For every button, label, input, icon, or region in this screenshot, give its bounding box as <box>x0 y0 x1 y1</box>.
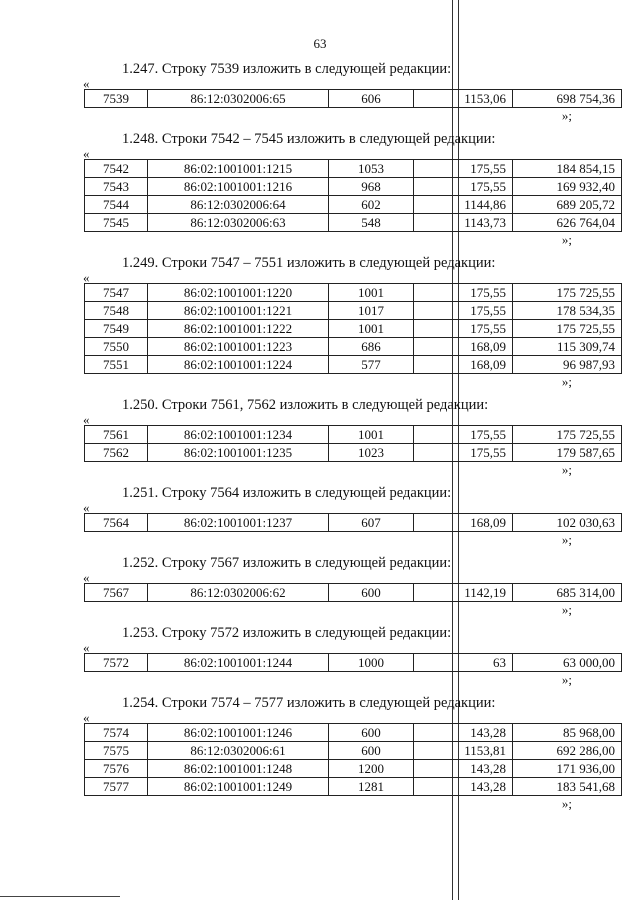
table-cell: 1023 <box>329 444 414 462</box>
table-row <box>85 284 622 302</box>
table-cell: 7567 <box>85 584 148 602</box>
closing-quote: »; <box>561 462 572 477</box>
table-cell: 86:02:1001001:1246 <box>148 724 329 742</box>
amendment-heading: 1.252. Строку 7567 изложить в следующей редакции: <box>122 555 452 571</box>
table-cell: 7564 <box>85 514 148 532</box>
table-cell: 602 <box>329 196 414 214</box>
table-cell: 86:12:0302006:63 <box>148 214 329 232</box>
closing-quote: »; <box>561 532 572 547</box>
table-row <box>85 338 622 356</box>
table-cell: 1017 <box>329 302 414 320</box>
table-cell: 7547 <box>85 284 148 302</box>
table-row <box>85 760 622 778</box>
table-cell: 686 <box>329 338 414 356</box>
table-cell: 600 <box>329 724 414 742</box>
table-cell: 168,09 <box>414 514 513 532</box>
amendment-heading: 1.254. Строки 7574 – 7577 изложить в следующей редакции: <box>122 695 496 711</box>
opening-quote: « <box>83 146 90 161</box>
table-row <box>85 654 622 672</box>
table-cell: 1153,06 <box>414 90 513 108</box>
table-row <box>85 778 622 796</box>
table-cell: 175 725,55 <box>513 284 622 302</box>
table-cell: 1200 <box>329 760 414 778</box>
table-cell: 143,28 <box>414 724 513 742</box>
table-cell: 1144,86 <box>414 196 513 214</box>
table-cell: 1053 <box>329 160 414 178</box>
table-cell: 86:02:1001001:1249 <box>148 778 329 796</box>
closing-quote: »; <box>561 232 572 247</box>
table-cell: 577 <box>329 356 414 374</box>
table-cell: 63 000,00 <box>513 654 622 672</box>
amendment-heading: 1.253. Строку 7572 изложить в следующей редакции: <box>122 625 452 641</box>
table-cell: 86:02:1001001:1234 <box>148 426 329 444</box>
table-cell: 86:02:1001001:1224 <box>148 356 329 374</box>
table-cell: 175 725,55 <box>513 320 622 338</box>
table-cell: 1001 <box>329 284 414 302</box>
opening-quote: « <box>83 640 90 655</box>
amendment-table <box>84 723 622 796</box>
table-cell: 86:12:0302006:64 <box>148 196 329 214</box>
table-cell: 85 968,00 <box>513 724 622 742</box>
opening-quote: « <box>83 570 90 585</box>
table-cell: 115 309,74 <box>513 338 622 356</box>
opening-quote: « <box>83 412 90 427</box>
amendment-section <box>0 624 640 688</box>
amendment-section <box>0 554 640 618</box>
table-cell: 1000 <box>329 654 414 672</box>
table-cell: 175,55 <box>414 320 513 338</box>
table-cell: 171 936,00 <box>513 760 622 778</box>
table-cell: 168,09 <box>414 356 513 374</box>
table-cell: 600 <box>329 742 414 760</box>
amendment-table <box>84 283 622 374</box>
table-row <box>85 514 622 532</box>
table-cell: 1142,19 <box>414 584 513 602</box>
closing-quote: »; <box>561 796 572 811</box>
table-row <box>85 426 622 444</box>
table-cell: 183 541,68 <box>513 778 622 796</box>
amendment-heading: 1.251. Строку 7564 изложить в следующей редакции: <box>122 485 452 501</box>
table-row <box>85 160 622 178</box>
table-cell: 7561 <box>85 426 148 444</box>
opening-quote: « <box>83 500 90 515</box>
table-cell: 600 <box>329 584 414 602</box>
table-cell: 86:12:0302006:62 <box>148 584 329 602</box>
table-cell: 86:12:0302006:65 <box>148 90 329 108</box>
table-cell: 548 <box>329 214 414 232</box>
table-cell: 102 030,63 <box>513 514 622 532</box>
table-row <box>85 584 622 602</box>
table-cell: 606 <box>329 90 414 108</box>
table-cell: 685 314,00 <box>513 584 622 602</box>
table-cell: 7539 <box>85 90 148 108</box>
table-cell: 63 <box>414 654 513 672</box>
table-cell: 1001 <box>329 426 414 444</box>
table-cell: 86:02:1001001:1248 <box>148 760 329 778</box>
table-cell: 178 534,35 <box>513 302 622 320</box>
table-cell: 175,55 <box>414 284 513 302</box>
amendment-table <box>84 425 622 462</box>
page-number: 63 <box>313 36 327 51</box>
closing-quote: »; <box>561 374 572 389</box>
opening-quote: « <box>83 270 90 285</box>
table-cell: 7548 <box>85 302 148 320</box>
amendment-heading: 1.250. Строки 7561, 7562 изложить в следующей редакции: <box>122 397 489 413</box>
table-cell: 607 <box>329 514 414 532</box>
table-cell: 86:02:1001001:1223 <box>148 338 329 356</box>
table-cell: 86:02:1001001:1222 <box>148 320 329 338</box>
table-cell: 689 205,72 <box>513 196 622 214</box>
amendment-section <box>0 60 640 124</box>
table-cell: 698 754,36 <box>513 90 622 108</box>
table-cell: 7575 <box>85 742 148 760</box>
footer-rule <box>0 896 120 897</box>
amendment-table <box>84 653 622 672</box>
table-cell: 86:02:1001001:1216 <box>148 178 329 196</box>
table-cell: 7543 <box>85 178 148 196</box>
table-cell: 7551 <box>85 356 148 374</box>
table-cell: 7572 <box>85 654 148 672</box>
table-cell: 626 764,04 <box>513 214 622 232</box>
amendment-section <box>0 694 640 812</box>
table-cell: 143,28 <box>414 760 513 778</box>
table-row <box>85 356 622 374</box>
table-cell: 175,55 <box>414 444 513 462</box>
table-cell: 143,28 <box>414 778 513 796</box>
amendment-section <box>0 130 640 248</box>
amendment-section <box>0 484 640 548</box>
table-row <box>85 724 622 742</box>
table-cell: 7576 <box>85 760 148 778</box>
table-row <box>85 302 622 320</box>
amendment-heading: 1.248. Строки 7542 – 7545 изложить в следующей редакции: <box>122 131 496 147</box>
amendment-heading: 1.249. Строки 7547 – 7551 изложить в следующей редакции: <box>122 255 496 271</box>
table-cell: 7574 <box>85 724 148 742</box>
table-row <box>85 214 622 232</box>
closing-quote: »; <box>561 602 572 617</box>
table-cell: 175,55 <box>414 302 513 320</box>
table-row <box>85 742 622 760</box>
table-cell: 86:02:1001001:1244 <box>148 654 329 672</box>
table-cell: 7577 <box>85 778 148 796</box>
table-cell: 86:02:1001001:1235 <box>148 444 329 462</box>
table-cell: 7545 <box>85 214 148 232</box>
table-cell: 175,55 <box>414 426 513 444</box>
table-row <box>85 178 622 196</box>
table-cell: 168,09 <box>414 338 513 356</box>
closing-quote: »; <box>561 108 572 123</box>
opening-quote: « <box>83 76 90 91</box>
table-row <box>85 320 622 338</box>
document-body <box>0 60 640 818</box>
table-row <box>85 196 622 214</box>
table-cell: 1001 <box>329 320 414 338</box>
amendment-heading: 1.247. Строку 7539 изложить в следующей редакции: <box>122 61 452 77</box>
table-cell: 692 286,00 <box>513 742 622 760</box>
amendment-section <box>0 396 640 478</box>
table-cell: 968 <box>329 178 414 196</box>
table-cell: 86:02:1001001:1237 <box>148 514 329 532</box>
closing-quote: »; <box>561 672 572 687</box>
table-row <box>85 90 622 108</box>
table-cell: 184 854,15 <box>513 160 622 178</box>
table-cell: 7550 <box>85 338 148 356</box>
table-cell: 7544 <box>85 196 148 214</box>
table-cell: 175,55 <box>414 160 513 178</box>
table-cell: 7542 <box>85 160 148 178</box>
table-row <box>85 444 622 462</box>
table-cell: 175,55 <box>414 178 513 196</box>
table-cell: 86:02:1001001:1215 <box>148 160 329 178</box>
table-cell: 86:02:1001001:1220 <box>148 284 329 302</box>
table-cell: 86:12:0302006:61 <box>148 742 329 760</box>
amendment-table <box>84 89 622 108</box>
opening-quote: « <box>83 710 90 725</box>
amendment-table <box>84 513 622 532</box>
table-cell: 7549 <box>85 320 148 338</box>
table-cell: 96 987,93 <box>513 356 622 374</box>
amendment-table <box>84 159 622 232</box>
amendment-table <box>84 583 622 602</box>
table-cell: 86:02:1001001:1221 <box>148 302 329 320</box>
table-cell: 169 932,40 <box>513 178 622 196</box>
table-cell: 1281 <box>329 778 414 796</box>
table-cell: 175 725,55 <box>513 426 622 444</box>
table-cell: 179 587,65 <box>513 444 622 462</box>
table-cell: 1153,81 <box>414 742 513 760</box>
table-cell: 1143,73 <box>414 214 513 232</box>
table-cell: 7562 <box>85 444 148 462</box>
amendment-section <box>0 254 640 390</box>
